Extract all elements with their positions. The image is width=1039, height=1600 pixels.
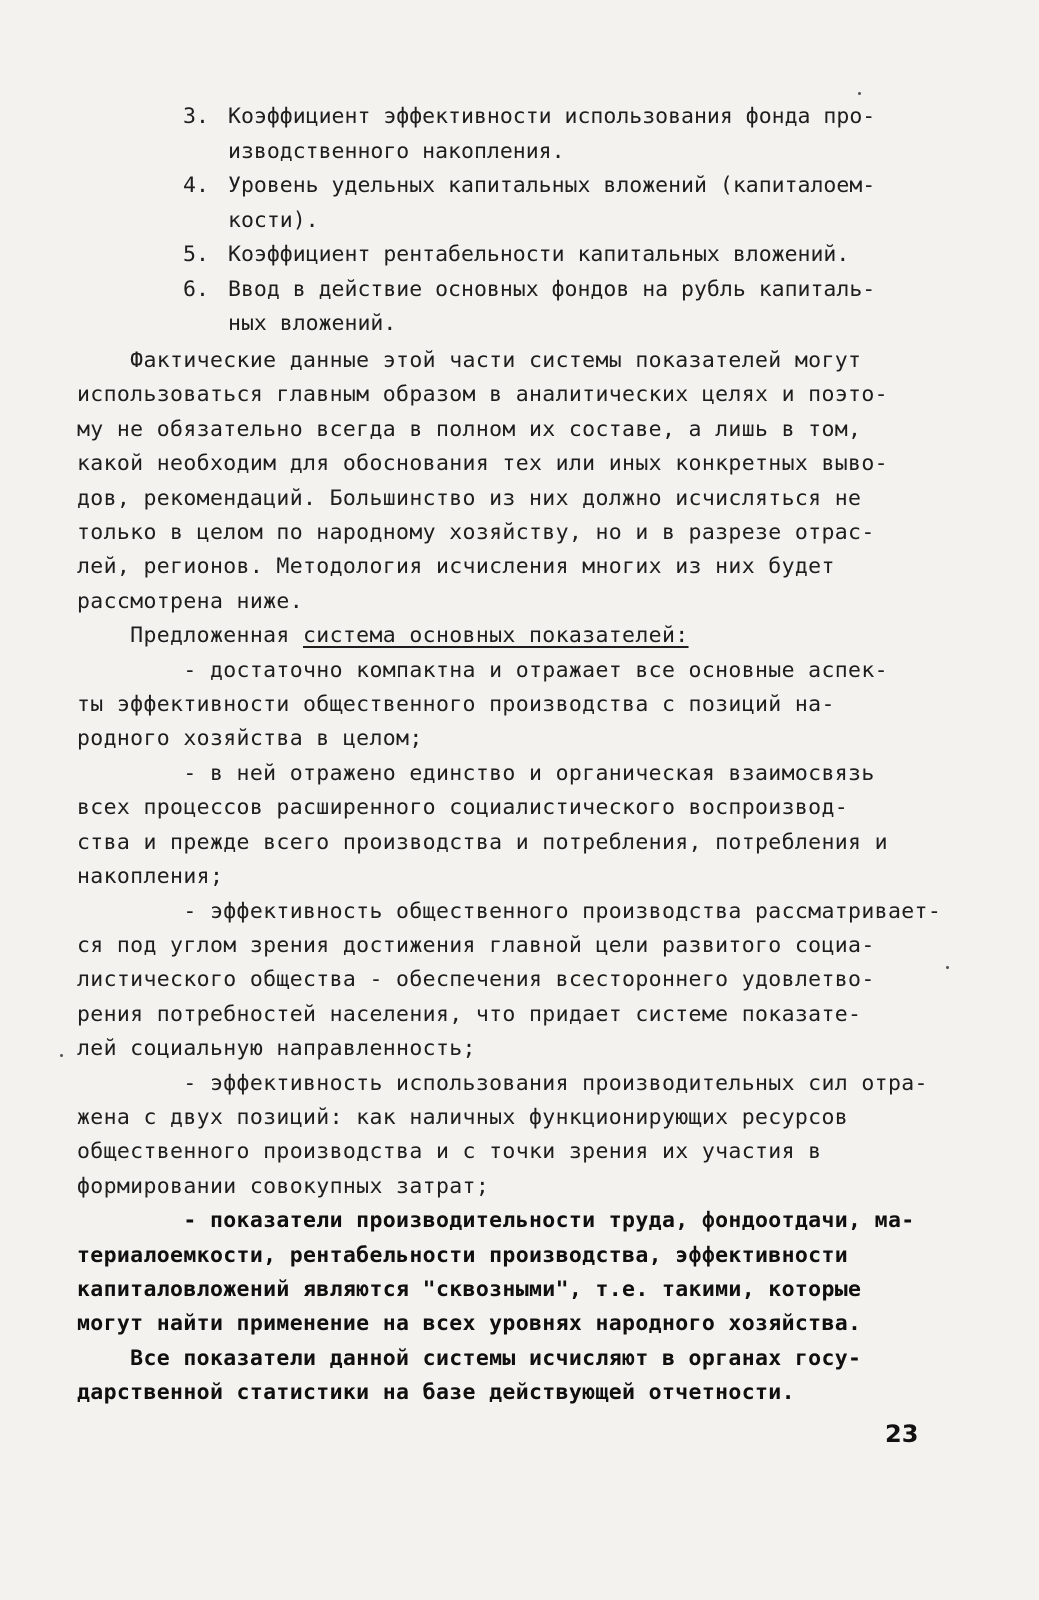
- scan-speck: [946, 966, 949, 969]
- text-line: - эффективность общественного производства рассматривает-: [77, 898, 942, 924]
- list-item-number: 3.: [183, 104, 209, 129]
- text-line: ства и прежде всего производства и потребления, потребления и: [77, 829, 888, 855]
- text-line: накопления;: [77, 864, 224, 890]
- scan-speck: [60, 1054, 63, 1057]
- text-line: могут найти применение на всех уровнях народного хозяйства.: [77, 1311, 862, 1337]
- list-item-text: изводственного накопления.: [228, 138, 565, 164]
- text-line: листического общества - обеспечения всестороннего удовлетво-: [77, 967, 875, 993]
- text-line: общественного производства и с точки зрения их участия в: [77, 1139, 822, 1165]
- text-line: родного хозяйства в целом;: [77, 726, 423, 752]
- text-line: только в целом по народному хозяйству, но и в разрезе отрас-: [77, 520, 875, 546]
- list-item: [183, 100, 923, 169]
- text-line: дарственной статистики на базе действующей отчетности.: [77, 1380, 795, 1406]
- text-line: дов, рекомендаций. Большинство из них должно исчисляться не: [77, 485, 862, 511]
- text-line: использоваться главным образом в аналитических целях и поэто-: [77, 382, 888, 408]
- text-line-lead: Предложенная: [77, 623, 303, 649]
- text-line: Фактические данные этой части системы показателей могут: [77, 348, 862, 373]
- text-line: - в ней отражено единство и органическая взаимосвязь: [77, 760, 875, 786]
- text-line: лей, регионов. Методология исчисления многих из них будет: [77, 554, 835, 580]
- page-number: 23: [885, 1420, 919, 1448]
- list-item-text: Коэффициент эффективности использования фонда про-: [228, 104, 876, 129]
- text-line: му не обязательно всегда в полном их составе, а лишь в том,: [77, 416, 862, 442]
- list-item-text: Коэффициент рентабельности капитальных вложений.: [228, 242, 850, 267]
- list-item-number: 6.: [183, 276, 209, 302]
- text-line: капиталовложений являются "сквозными", т.е. такими, которые: [77, 1276, 862, 1302]
- text-line: Все показатели данной системы исчисляют в органах госу-: [77, 1345, 862, 1371]
- list-item-text: кости).: [228, 207, 319, 233]
- underlined-heading: система основных показателей:: [303, 623, 689, 649]
- text-line: ты эффективности общественного производства с позиций на-: [77, 692, 835, 718]
- body-text: [77, 344, 942, 1411]
- text-line: какой необходим для обоснования тех или иных конкретных выво-: [77, 451, 888, 477]
- text-line: формировании совокупных затрат;: [77, 1173, 490, 1199]
- list-item-text: Ввод в действие основных фондов на рубль капиталь-: [228, 276, 876, 302]
- text-line: всех процессов расширенного социалистического воспроизвод-: [77, 795, 849, 821]
- list-item: [183, 273, 923, 342]
- text-line: рения потребностей населения, что придает системе показате-: [77, 1001, 862, 1027]
- text-line: лей социальную направленность;: [77, 1036, 476, 1062]
- text-line: жена с двух позиций: как наличных функционирующих ресурсов: [77, 1104, 849, 1130]
- text-line: - достаточно компактна и отражает все основные аспек-: [77, 657, 888, 683]
- text-line: - показатели производительности труда, фондоотдачи, ма-: [77, 1208, 915, 1234]
- scan-speck: [858, 92, 861, 95]
- text-line: рассмотрена ниже.: [77, 588, 303, 614]
- list-item: [183, 238, 923, 273]
- list-item-number: 5.: [183, 242, 209, 267]
- text-line: [77, 619, 937, 653]
- list-item: [183, 169, 923, 238]
- list-item-text: Уровень удельных капитальных вложений (капиталоем-: [228, 173, 876, 198]
- numbered-list: [183, 100, 923, 342]
- text-line: териалоемкости, рентабельности производства, эффективности: [77, 1242, 849, 1268]
- list-item-number: 4.: [183, 173, 209, 198]
- text-line: - эффективность использования производительных сил отра-: [77, 1070, 928, 1096]
- text-line: ся под углом зрения достижения главной цели развитого социа-: [77, 932, 875, 958]
- list-item-text: ных вложений.: [228, 311, 397, 336]
